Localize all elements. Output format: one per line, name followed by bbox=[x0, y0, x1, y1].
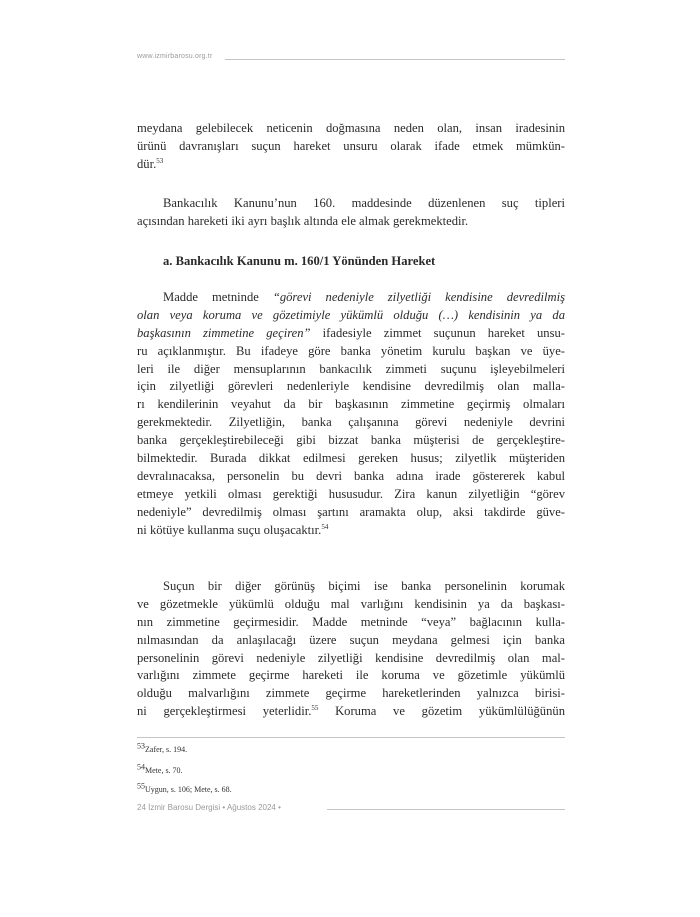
section-heading: a. Bankacılık Kanunu m. 160/1 Yönünden Hareket bbox=[163, 254, 436, 268]
text-line: nedeniyle” devredilmiş olması şartını aramakta olup, aksi takdirde güve- bbox=[137, 504, 565, 519]
text-fragment: ifadesiyle zimmet suçunun hareket unsu- bbox=[310, 325, 565, 340]
text-line: meydana gelebilecek neticenin doğmasına neden olan, insan iradesinin bbox=[137, 121, 565, 135]
text-line bbox=[137, 703, 565, 721]
text-line bbox=[137, 289, 565, 307]
footnote-ref: 54 bbox=[321, 522, 329, 531]
text-line: devralınacaksa, personelin bu devri banka adına irade göstererek kabul bbox=[137, 468, 565, 483]
text-line: Bankacılık Kanunu’nun 160. maddesinde düzenlenen suç tipleri bbox=[163, 196, 565, 210]
text-line: rı kendilerinin veyahut da bir başkasının zimmetine geçirmiş olmaları bbox=[137, 397, 565, 412]
text-fragment: Madde metninde bbox=[163, 290, 273, 304]
footnote-number: 55 bbox=[137, 781, 145, 791]
footnote bbox=[137, 741, 188, 754]
text-line: varlığını zimmete geçirme hareketi ile koruma ve gözetimle yükümlü bbox=[137, 668, 565, 683]
footnote-text: Mete, s. 70. bbox=[145, 766, 183, 775]
text-line: Suçun bir diğer görünüş biçimi ise banka personelinin korumak bbox=[163, 579, 565, 593]
text-line: gerekmektedir. Zilyetliğin, banka çalışanına görevi nedeniyle devrini bbox=[137, 415, 565, 430]
footer-rule bbox=[327, 809, 565, 810]
paragraph-3 bbox=[137, 289, 565, 539]
text-line bbox=[137, 325, 565, 343]
text-line: için zilyetliği görevleri nedenleriyle kendisine devredilmiş olan malla- bbox=[137, 379, 565, 394]
text-line: banka gerçekleştirebileceği gibi bizzat banka müşterisi de gerçekleştire- bbox=[137, 433, 565, 448]
quoted-statute: olan veya koruma ve gözetimiyle yükümlü olduğu (…) kendisinin ya da bbox=[137, 307, 565, 322]
text-line bbox=[137, 307, 565, 325]
running-footer bbox=[137, 803, 565, 815]
text-line: ve gözetmekle yükümlü olduğu mal varlığını kendisinin ya da başkası- bbox=[137, 596, 565, 611]
text-fragment: ni kötüye kullanma suçu oluşacaktır. bbox=[137, 522, 322, 537]
text-line: leri ile diğer mensuplarının bankacılık zimmeti suçunu işleyebilmeleri bbox=[137, 361, 565, 376]
footnote-ref: 55 bbox=[311, 704, 319, 713]
footnote-text: Zafer, s. 194. bbox=[145, 745, 188, 754]
text-fragment: Koruma ve gözetim yükümlülüğünün bbox=[318, 704, 565, 719]
text-line: ürünü davranışları suçun hareket unsuru olarak ifade etmek mümkün- bbox=[137, 138, 565, 153]
paragraph-4 bbox=[137, 578, 565, 721]
text-fragment: dür. bbox=[137, 156, 157, 171]
text-line bbox=[137, 522, 565, 540]
text-line: açısından hareketi iki ayrı başlık altında ele almak gerekmektedir. bbox=[137, 213, 469, 228]
text-line: etmeye yetkili olması gerektiği hususudur. Zira kanun zilyetliğin “görev bbox=[137, 486, 565, 501]
footnote-number: 53 bbox=[137, 741, 145, 751]
footnote-ref: 53 bbox=[156, 156, 164, 165]
quoted-statute: başkasının zimmetine geçiren” bbox=[137, 325, 311, 340]
text-fragment: ni gerçekleştirmesi yeterlidir. bbox=[137, 704, 312, 719]
text-line: ru açıklanmıştır. Bu ifadeye göre banka yönetim kurulu başkan ve üye- bbox=[137, 343, 565, 358]
footer-text: 24 İzmir Barosu Dergisi • Ağustos 2024 • bbox=[137, 803, 281, 812]
text-line: personelinin görevi nedeniyle zilyetliği kendisine devredilmiş olan mal- bbox=[137, 650, 565, 665]
running-header bbox=[137, 53, 565, 67]
text-line bbox=[137, 156, 565, 174]
text-line: nılmasından da anlaşılacağı üzere suçun meydana gelmesi için banka bbox=[137, 632, 565, 647]
header-url: www.izmirbarosu.org.tr bbox=[137, 53, 213, 60]
paragraph-1 bbox=[137, 120, 565, 174]
paragraph-2 bbox=[137, 195, 565, 231]
footnote-text: Uygun, s. 106; Mete, s. 68. bbox=[145, 785, 232, 794]
text-line: bilmektedir. Burada dikkat edilmesi gereken husus; zilyetlik müşteriden bbox=[137, 451, 565, 466]
footnote bbox=[137, 781, 232, 794]
footnote-rule bbox=[137, 737, 565, 738]
text-line: olduğu malvarlığını zimmete geçirme hareketlerinden yalnızca birisi- bbox=[137, 686, 565, 701]
footnote bbox=[137, 762, 183, 775]
quoted-statute: “görevi nedeniyle zilyetliği kendisine devredilmiş bbox=[272, 290, 565, 304]
text-line: nın zimmetine geçirmesidir. Madde metninde “veya” bağlacının kulla- bbox=[137, 614, 565, 629]
header-rule bbox=[225, 59, 565, 60]
footnote-number: 54 bbox=[137, 762, 145, 772]
